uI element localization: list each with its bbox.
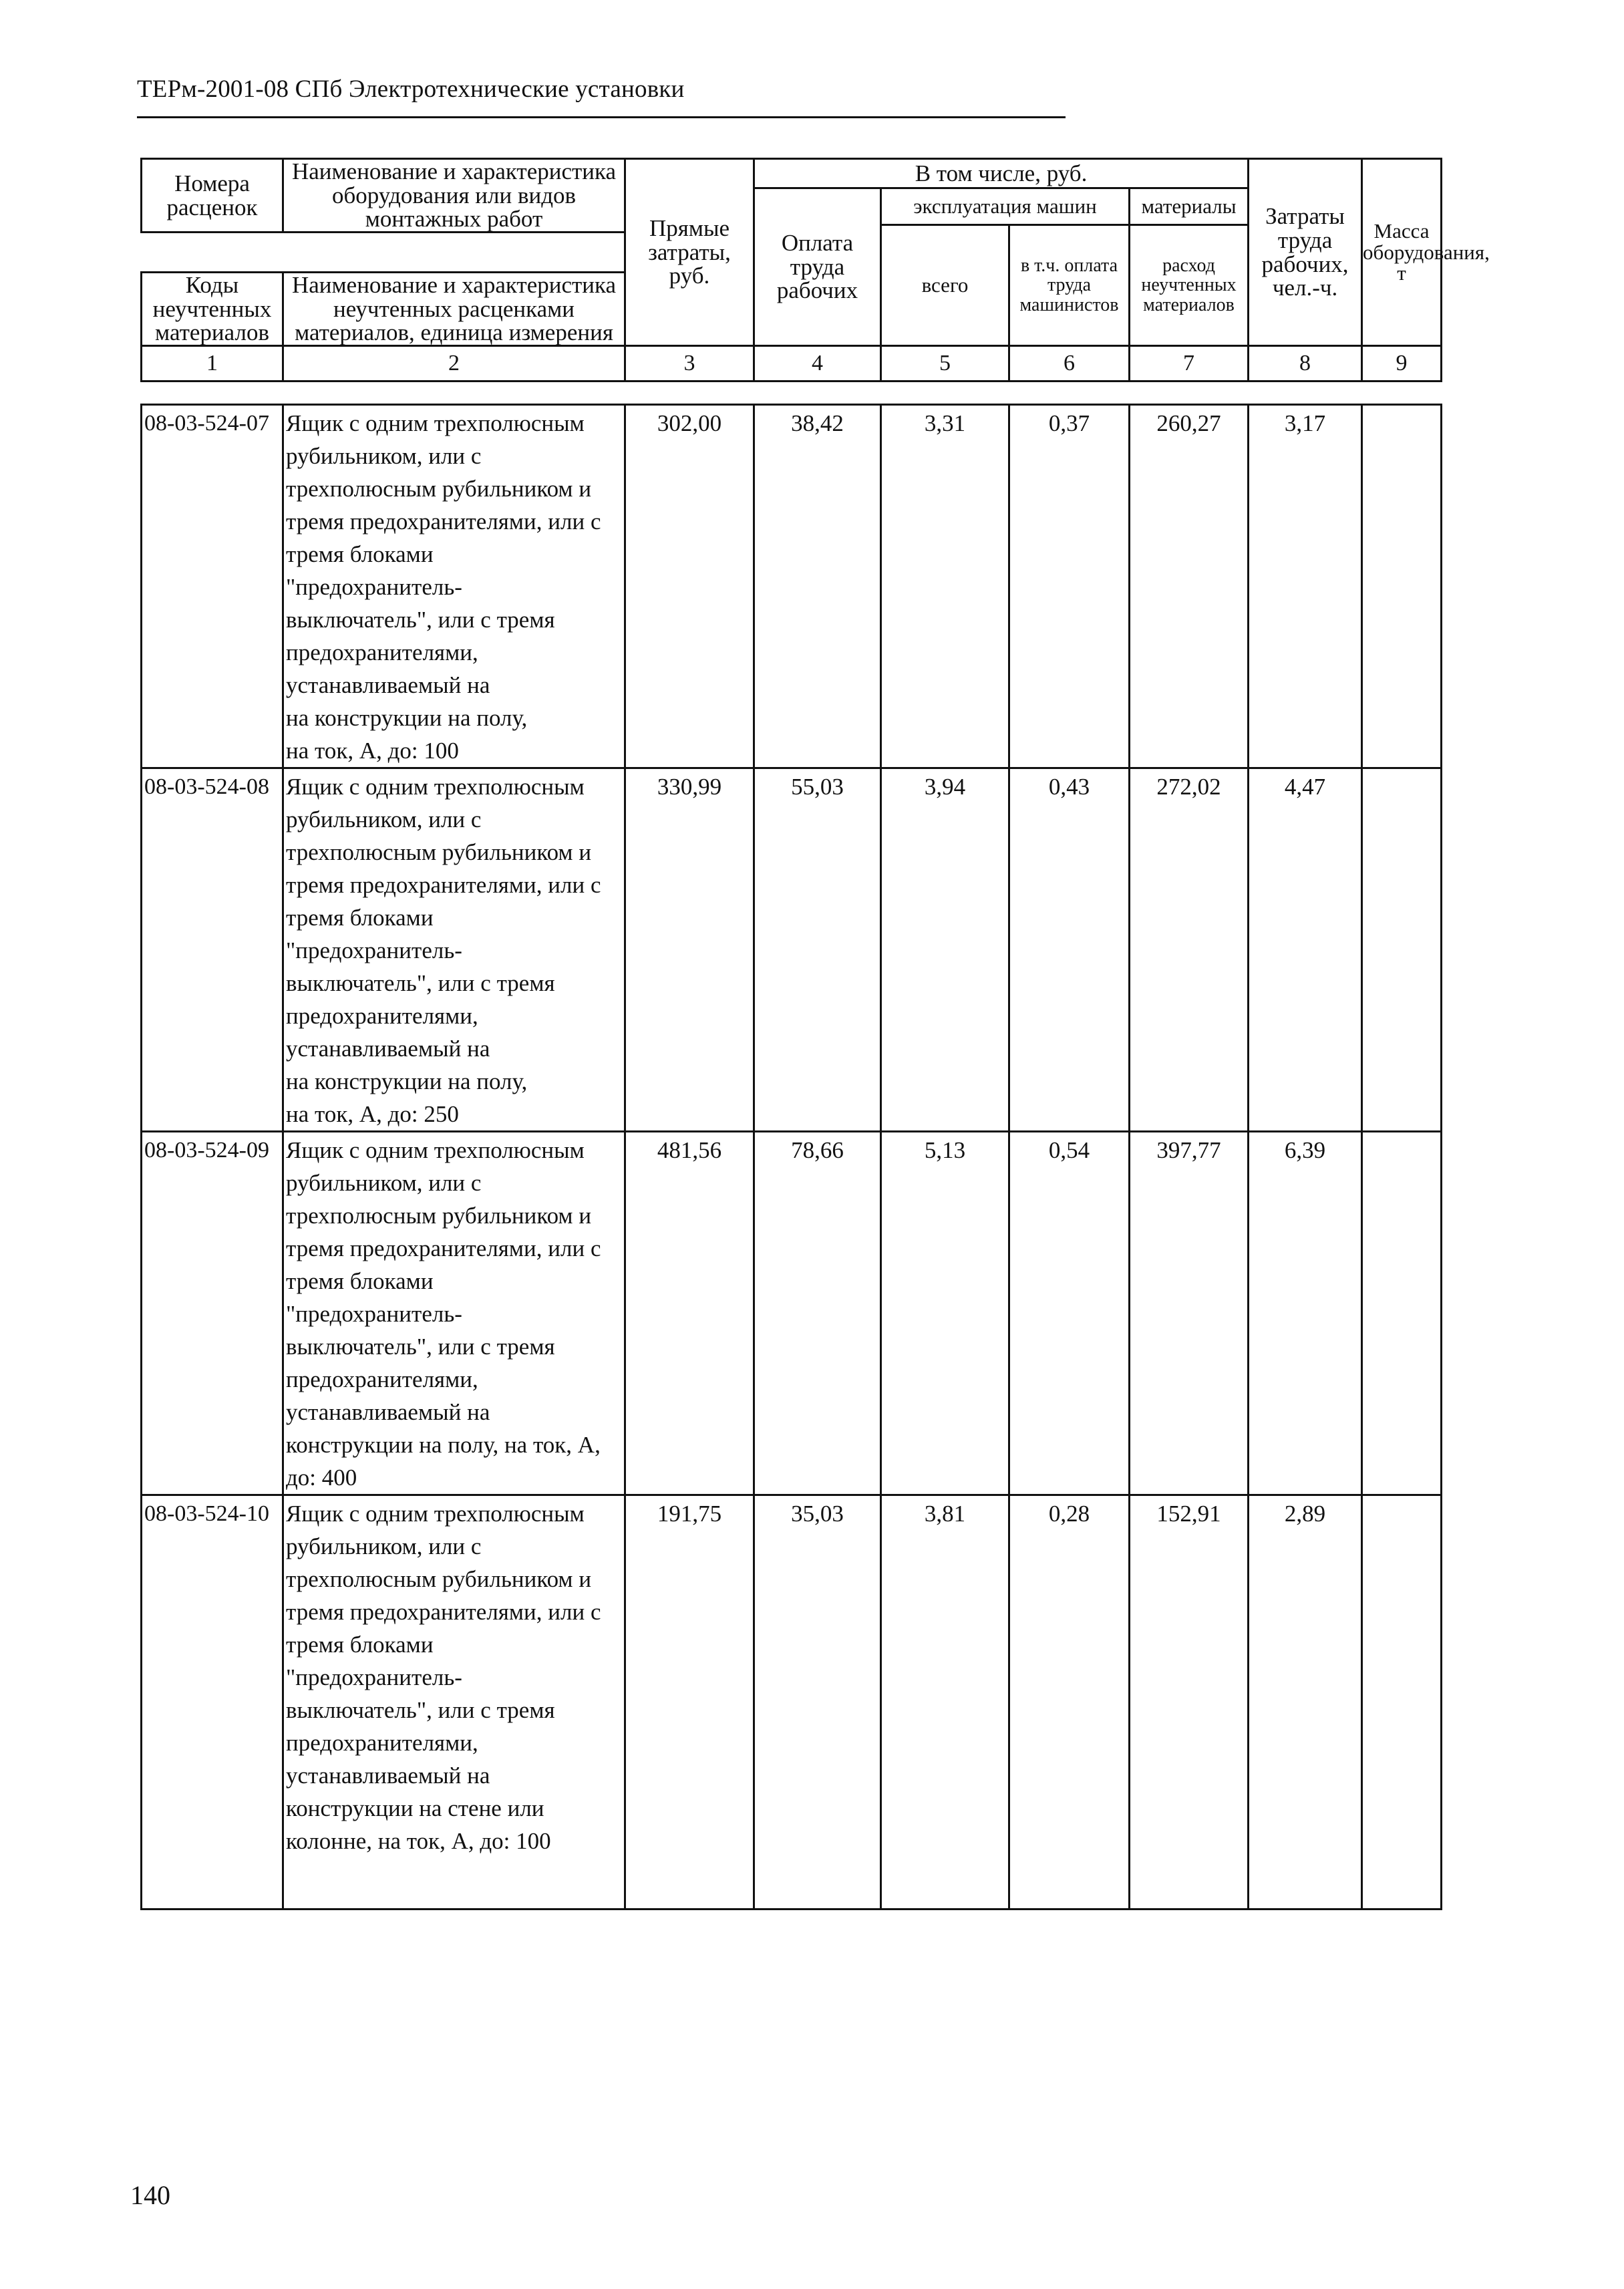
description-line: тремя блоками [286, 905, 434, 931]
labor-pay-cell: 55,03 [754, 768, 881, 1132]
description-line: тремя блоками [286, 541, 434, 567]
machinists-pay-cell: 0,28 [1009, 1495, 1130, 1910]
machines-total-cell: 3,31 [881, 405, 1009, 768]
description-line: предохранителями, [286, 1730, 478, 1756]
col-number: 5 [881, 346, 1009, 382]
description-line: трехполюсным рубильником и [286, 1203, 592, 1229]
header-col5: всего [881, 225, 1009, 346]
col-number: 6 [1009, 346, 1130, 382]
description-line: "предохранитель- [286, 1664, 462, 1690]
description-line: выключатель", или с тремя [286, 1697, 555, 1723]
mass-cell [1362, 405, 1442, 768]
description-line: на конструкции на полу, [286, 1068, 528, 1094]
description-line: трехполюсным рубильником и [286, 1566, 592, 1592]
col-number: 1 [142, 346, 283, 382]
description-line: на ток, А, до: 100 [286, 738, 459, 764]
description-line: конструкции на полу, на ток, А, [286, 1432, 601, 1458]
description-line: устанавливаемый на [286, 672, 490, 698]
rate-code-cell: 08-03-524-07 [142, 405, 283, 768]
page-number: 140 [130, 2180, 170, 2210]
description-cell [283, 1495, 625, 1910]
description-cell [283, 1132, 625, 1495]
description-line: "предохранитель- [286, 937, 462, 963]
description-line: тремя блоками [286, 1632, 434, 1658]
rate-code-cell: 08-03-524-10 [142, 1495, 283, 1910]
description-line: трехполюсным рубильником и [286, 839, 592, 865]
description-line: Ящик с одним трехполюсным [286, 1137, 585, 1163]
col-number: 8 [1249, 346, 1362, 382]
description-line: Ящик с одним трехполюсным [286, 1501, 585, 1527]
header-number-row [142, 346, 1442, 382]
header-col2-top: Наименование и характеристика оборудования или видов монтажных работ [283, 159, 625, 233]
description-line: устанавливаемый на [286, 1399, 490, 1425]
table-row [142, 405, 1442, 768]
description-line: рубильником, или с [286, 443, 482, 469]
labor-pay-cell: 78,66 [754, 1132, 881, 1495]
labor-pay-cell: 38,42 [754, 405, 881, 768]
machinists-pay-cell: 0,37 [1009, 405, 1130, 768]
materials-cell: 152,91 [1130, 1495, 1249, 1910]
machines-total-cell: 3,81 [881, 1495, 1009, 1910]
machines-total-cell: 5,13 [881, 1132, 1009, 1495]
description-line: трехполюсным рубильником и [286, 476, 592, 502]
header-col4: Оплата труда рабочих [754, 188, 881, 346]
labor-hours-cell: 2,89 [1249, 1495, 1362, 1910]
header-col3: Прямые затраты, руб. [625, 159, 754, 346]
direct-costs-cell: 191,75 [625, 1495, 754, 1910]
description-line: Ящик с одним трехполюсным [286, 410, 585, 436]
description-line: рубильником, или с [286, 1170, 482, 1196]
col-number: 3 [625, 346, 754, 382]
description-line: конструкции на стене или [286, 1795, 544, 1821]
col-number: 7 [1130, 346, 1249, 382]
mass-cell [1362, 1495, 1442, 1910]
header-materials: материалы [1130, 188, 1249, 225]
description-line: предохранителями, [286, 1003, 478, 1029]
rates-table [140, 404, 1442, 1910]
description-cell [283, 405, 625, 768]
machines-total-cell: 3,94 [881, 768, 1009, 1132]
description-line: "предохранитель- [286, 1301, 462, 1327]
header-including: В том числе, руб. [754, 159, 1249, 188]
description-line: предохранителями, [286, 639, 478, 665]
header-col9: Масса оборудования, т [1362, 159, 1442, 346]
title-rule [137, 116, 1066, 118]
header-col1-bottom: Коды неучтенных материалов [142, 273, 283, 346]
table-row [142, 1132, 1442, 1495]
direct-costs-cell: 481,56 [625, 1132, 754, 1495]
labor-hours-cell: 6,39 [1249, 1132, 1362, 1495]
direct-costs-cell: 330,99 [625, 768, 754, 1132]
description-line: до: 400 [286, 1465, 357, 1491]
description-line: рубильником, или с [286, 806, 482, 832]
header-col2-bottom: Наименование и характеристика неучтенных расценками материалов, единица измерения [283, 273, 625, 346]
header-col7: расход неучтенных материалов [1130, 225, 1249, 346]
description-line: рубильником, или с [286, 1533, 482, 1559]
header-col6: в т.ч. оплата труда машинистов [1009, 225, 1130, 346]
description-line: на конструкции на полу, [286, 705, 528, 731]
description-line: тремя предохранителями, или с [286, 1235, 601, 1261]
description-cell [283, 768, 625, 1132]
header-col8: Затраты труда рабочих, чел.-ч. [1249, 159, 1362, 346]
description-line: выключатель", или с тремя [286, 970, 555, 996]
rate-code-cell: 08-03-524-08 [142, 768, 283, 1132]
description-line: тремя предохранителями, или с [286, 872, 601, 898]
description-line: "предохранитель- [286, 574, 462, 600]
col-number: 2 [283, 346, 625, 382]
labor-hours-cell: 4,47 [1249, 768, 1362, 1132]
description-line: выключатель", или с тремя [286, 607, 555, 633]
description-line: предохранителями, [286, 1366, 478, 1392]
materials-cell: 272,02 [1130, 768, 1249, 1132]
machinists-pay-cell: 0,54 [1009, 1132, 1130, 1495]
description-line: колонне, на ток, А, до: 100 [286, 1828, 551, 1854]
table-row [142, 768, 1442, 1132]
header-machines: эксплуатация машин [881, 188, 1130, 225]
rate-code-cell: 08-03-524-09 [142, 1132, 283, 1495]
labor-hours-cell: 3,17 [1249, 405, 1362, 768]
running-title: ТЕРм-2001-08 СПб Электротехнические установки [137, 75, 685, 103]
description-line: Ящик с одним трехполюсным [286, 774, 585, 800]
machinists-pay-cell: 0,43 [1009, 768, 1130, 1132]
description-line: устанавливаемый на [286, 1763, 490, 1789]
materials-cell: 260,27 [1130, 405, 1249, 768]
description-line: тремя блоками [286, 1268, 434, 1294]
description-line: устанавливаемый на [286, 1036, 490, 1062]
col-number: 4 [754, 346, 881, 382]
header-col1-top: Номера расценок [142, 159, 283, 233]
mass-cell [1362, 1132, 1442, 1495]
description-line: выключатель", или с тремя [286, 1334, 555, 1360]
labor-pay-cell: 35,03 [754, 1495, 881, 1910]
direct-costs-cell: 302,00 [625, 405, 754, 768]
table-row [142, 1495, 1442, 1910]
materials-cell: 397,77 [1130, 1132, 1249, 1495]
col-number: 9 [1362, 346, 1442, 382]
description-line: на ток, А, до: 250 [286, 1101, 459, 1127]
header-table [140, 158, 1490, 382]
description-line: тремя предохранителями, или с [286, 508, 601, 535]
mass-cell [1362, 768, 1442, 1132]
description-line: тремя предохранителями, или с [286, 1599, 601, 1625]
